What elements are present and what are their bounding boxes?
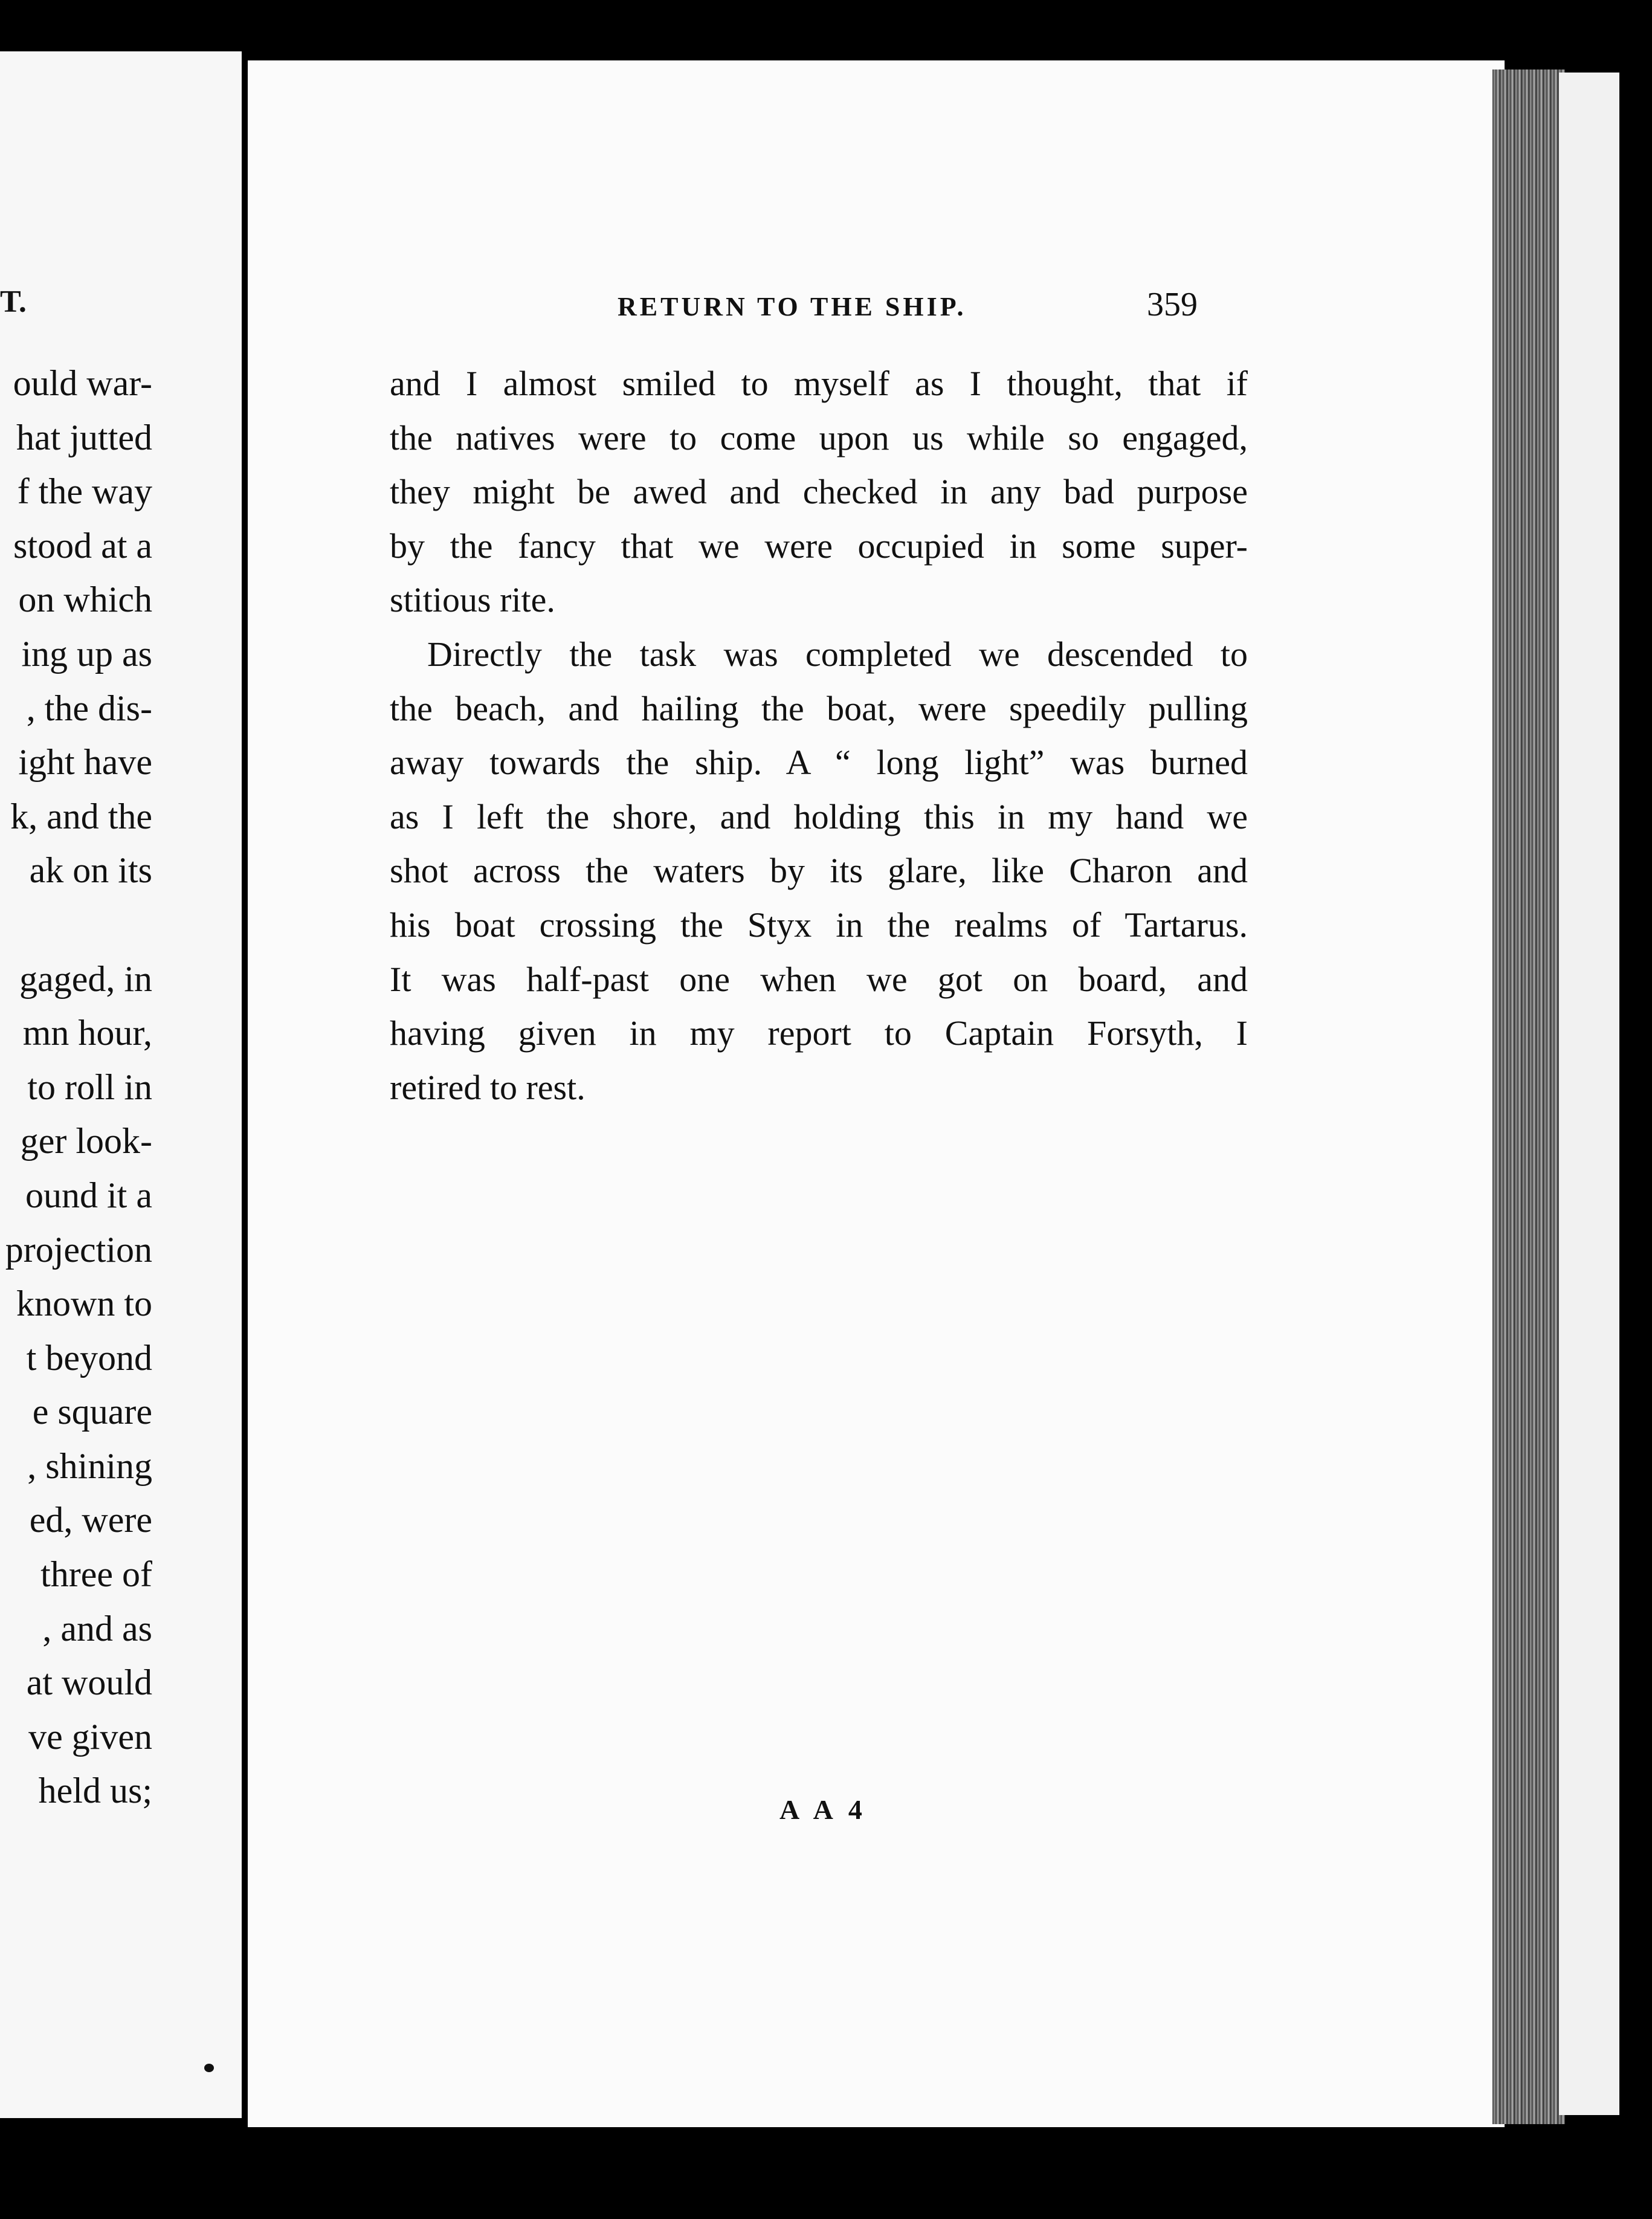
left-page-line: f the way: [17, 471, 152, 512]
left-page-line: three of: [40, 1554, 152, 1595]
left-page-line: e square: [32, 1392, 152, 1432]
left-page-line: ould war-: [13, 363, 152, 403]
text-line: and I almost smiled to myself as I thought, that if: [390, 364, 1248, 403]
left-page-line: held us;: [38, 1771, 152, 1811]
left-page-line: mn hour,: [22, 1013, 152, 1053]
left-page-line: on which: [18, 580, 152, 620]
left-page-running-head: T.: [0, 285, 27, 319]
left-page-line: known to: [16, 1284, 152, 1324]
signature-mark: A A 4: [779, 1794, 867, 1825]
text-line: his boat crossing the Styx in the realms of Tartarus.: [390, 905, 1248, 945]
left-page-line: , shining: [27, 1445, 152, 1486]
left-page-line: ak on its: [29, 850, 152, 891]
left-page-line: ve given: [28, 1716, 152, 1757]
left-page-line: stood at a: [13, 525, 152, 566]
left-page-line: gaged, in: [19, 958, 152, 999]
body-text: [390, 357, 1248, 1114]
book-cover-edge: [1559, 73, 1619, 2115]
ink-spot: [204, 2064, 214, 2072]
left-page-line: ound it a: [25, 1175, 152, 1215]
left-page: [0, 51, 242, 2118]
left-page-line: , and as: [42, 1608, 152, 1649]
text-line: the natives were to come upon us while so engaged,: [390, 418, 1248, 457]
paragraph: [390, 627, 1248, 1114]
text-line: shot across the waters by its glare, like Charon and: [390, 851, 1248, 891]
left-page-line: ight have: [18, 742, 152, 783]
left-page-line: k, and the: [10, 796, 152, 836]
text-line: they might be awed and checked in any bad purpose: [390, 472, 1248, 512]
text-line: away towards the ship. A “ long light” was burned: [390, 743, 1248, 783]
left-page-line: ing up as: [21, 633, 152, 674]
left-page-line: hat jutted: [16, 417, 152, 457]
left-page-line: projection: [5, 1229, 152, 1270]
paragraph: [390, 357, 1248, 627]
text-line: by the fancy that we were occupied in some super-: [390, 526, 1248, 566]
left-page-text: [0, 357, 152, 1818]
text-line: Directly the task was completed we descended to: [427, 634, 1248, 674]
left-page-line: , the dis-: [26, 688, 152, 728]
left-page-line: at would: [26, 1662, 152, 1703]
text-line: the beach, and hailing the boat, were speedily pulling: [390, 688, 1248, 728]
left-page-line: [0, 898, 152, 952]
page-number: 359: [1147, 286, 1198, 323]
page-edges: [1492, 69, 1565, 2124]
left-page-line: t beyond: [26, 1337, 152, 1378]
text-line: stitious rite.: [390, 580, 555, 620]
text-line: It was half-past one when we got on board, and: [390, 959, 1248, 999]
left-page-line: ger look-: [20, 1121, 152, 1161]
text-line: retired to rest.: [390, 1067, 586, 1107]
left-page-line: to roll in: [27, 1067, 152, 1107]
text-line: having given in my report to Captain Forsyth, I: [390, 1013, 1248, 1053]
left-page-line: ed, were: [29, 1500, 152, 1540]
running-head: RETURN TO THE SHIP.: [618, 292, 967, 321]
text-line: as I left the shore, and holding this in my hand we: [390, 796, 1248, 836]
